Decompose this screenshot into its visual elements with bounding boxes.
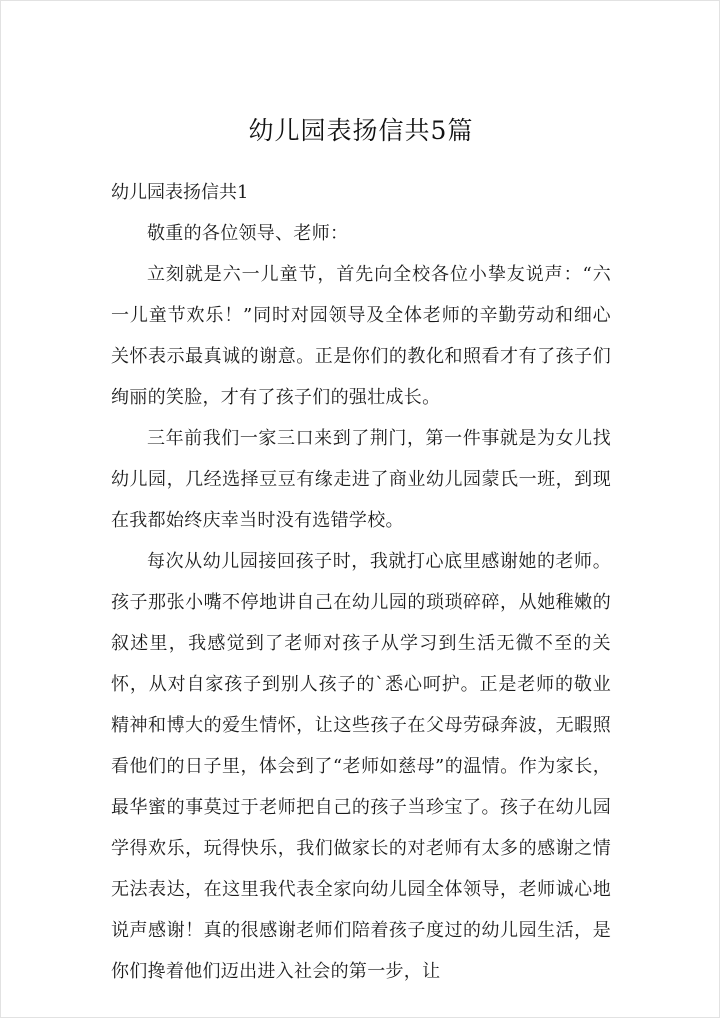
paragraph-salutation: 敬重的各位领导、老师：	[147, 223, 349, 244]
paragraph: 每次从幼儿园接回孩子时，我就打心底里感谢她的老师。孩子那张小嘴不停地讲自己在幼儿园的琐琐碎碎，从她稚嫩的叙述里，我感觉到了老师对孩子从学习到生活无微不至的关怀，从对自家孩子到别人孩子的`悉心呵护。正是老师的敬业精神和博大的爱生情怀，让这些孩子在父母劳碌奔波，无暇照看他们的日子里，体会到了“老师如慈母”的温情。作为家长，最华蜜的事莫过于老师把自己的孩子当珍宝了。孩子在幼儿园学得欢乐，玩得快乐，我们做家长的对老师有太多的感谢之情无法表达，在这里我代表全家向幼儿园全体领导，老师诚心地说声感谢！真的很感谢老师们陪着孩子度过的幼儿园生活，是你们搀着他们迈出进入社会的第一步，让	[111, 551, 611, 982]
section-heading: 幼儿园表扬信共1	[111, 182, 249, 203]
paragraph: 三年前我们一家三口来到了荆门，第一件事就是为女儿找幼儿园，几经选择豆豆有缘走进了商业幼儿园蒙氏一班，到现在我都始终庆幸当时没有选错学校。	[111, 428, 611, 531]
document-body	[111, 172, 611, 992]
document-title: 幼儿园表扬信共5篇	[248, 116, 474, 145]
paragraph: 立刻就是六一儿童节，首先向全校各位小挚友说声：“六一儿童节欢乐！”同时对园领导及全体老师的辛勤劳动和细心关怀表示最真诚的谢意。正是你们的教化和照看才有了孩子们绚丽的笑脸，才有了孩子们的强壮成长。	[111, 264, 611, 408]
